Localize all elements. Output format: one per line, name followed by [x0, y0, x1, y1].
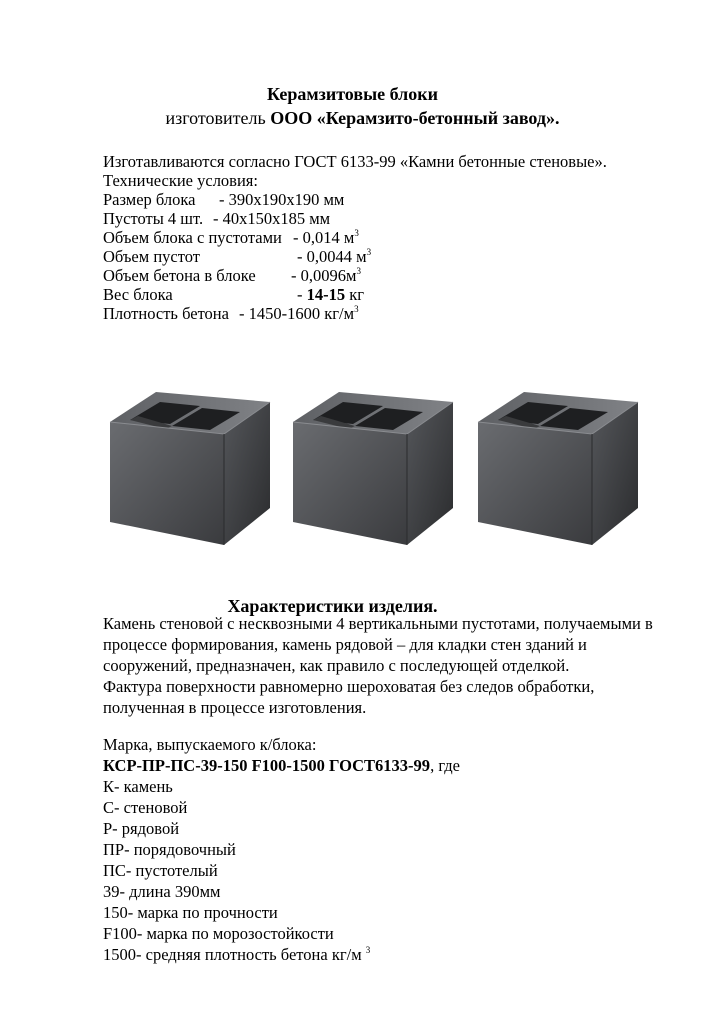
- spec-label: Плотность бетона: [103, 304, 229, 323]
- spec-value: - 0,0044 м: [297, 247, 367, 266]
- legend-item: С- стеновой: [103, 798, 188, 817]
- spec-row: [103, 266, 361, 285]
- legend-item: ПР- порядовочный: [103, 840, 236, 859]
- page-title: Керамзитовые блоки: [266, 84, 439, 104]
- spec-label: Размер блока: [103, 190, 196, 209]
- concrete-block-1: [110, 392, 270, 545]
- text-line: процессе формирования, камень рядовой – для кладки стен зданий и: [103, 635, 587, 654]
- spec-row: [103, 285, 364, 304]
- text-line: сооружений, предназначен, как правило с последующей отделкой.: [103, 656, 570, 675]
- spec-value: - 390х190х190 мм: [219, 190, 345, 209]
- marking-code: КСР-ПР-ПС-39-150 F100-1500 ГОСТ6133-99: [103, 756, 431, 775]
- spec-sup: 3: [354, 228, 359, 238]
- spec-value-bold: 14-15: [306, 285, 346, 304]
- spec-row: [103, 190, 344, 209]
- spec-label: Пустоты 4 шт.: [103, 209, 204, 228]
- tech-conditions-label: Технические условия:: [103, 171, 258, 190]
- spec-sup: 3: [354, 304, 359, 314]
- legend-item: К- камень: [103, 777, 173, 796]
- spec-value: - 0,0096м: [291, 266, 357, 285]
- marking-code-suffix: , где: [430, 756, 460, 775]
- spec-value: - 40х150х185 мм: [213, 209, 331, 228]
- spec-value-dash: -: [297, 285, 303, 304]
- spec-row: [103, 209, 330, 228]
- spec-row: [103, 247, 371, 266]
- concrete-block-3: [478, 392, 638, 545]
- spec-value: - 1450-1600 кг/м: [239, 304, 355, 323]
- text-line: Фактура поверхности равномерно шероховатая без следов обработки,: [103, 677, 595, 696]
- legend-item-last: [103, 944, 688, 965]
- manufacturer-prefix: изготовитель: [165, 108, 266, 128]
- marking-label: Марка, выпускаемого к/блока:: [103, 735, 317, 754]
- standard-line: Изготавливаются согласно ГОСТ 6133-99 «Камни бетонные стеновые».: [103, 152, 607, 171]
- spec-label: Вес блока: [103, 285, 173, 304]
- legend-item: 1500- средняя плотность бетона кг/м: [103, 945, 362, 964]
- spec-label: Объем бетона в блоке: [103, 266, 256, 285]
- spec-label: Объем пустот: [103, 247, 200, 266]
- legend-item: F100- марка по морозостойкости: [103, 924, 334, 943]
- legend-item: Р- рядовой: [103, 819, 180, 838]
- text-line: Камень стеновой с несквозными 4 вертикальными пустотами, получаемыми в: [103, 614, 653, 633]
- spec-row: [103, 228, 359, 247]
- legend-sup: 3: [365, 945, 371, 955]
- legend-item: ПС- пустотелый: [103, 861, 218, 880]
- concrete-block-2: [293, 392, 453, 545]
- spec-sup: 3: [356, 266, 361, 276]
- spec-sup: 3: [366, 247, 372, 257]
- manufacturer-name: ООО «Керамзито-бетонный завод».: [270, 108, 560, 128]
- manufacturer-line: [0, 108, 725, 129]
- marking-section: [103, 734, 688, 965]
- spec-row: [103, 304, 359, 323]
- legend-item: 150- марка по прочности: [103, 903, 278, 922]
- spec-value: - 0,014 м: [293, 228, 355, 247]
- spec-label: Объем блока с пустотами: [103, 228, 282, 247]
- section-heading: Характеристики изделия.: [227, 596, 438, 616]
- text-line: полученная в процессе изготовления.: [103, 698, 367, 717]
- spec-value-unit: кг: [349, 285, 365, 304]
- marking-code-line: [103, 755, 688, 776]
- characteristics-text: [103, 613, 688, 718]
- block-images: [100, 380, 660, 560]
- legend-item: 39- длина 390мм: [103, 882, 221, 901]
